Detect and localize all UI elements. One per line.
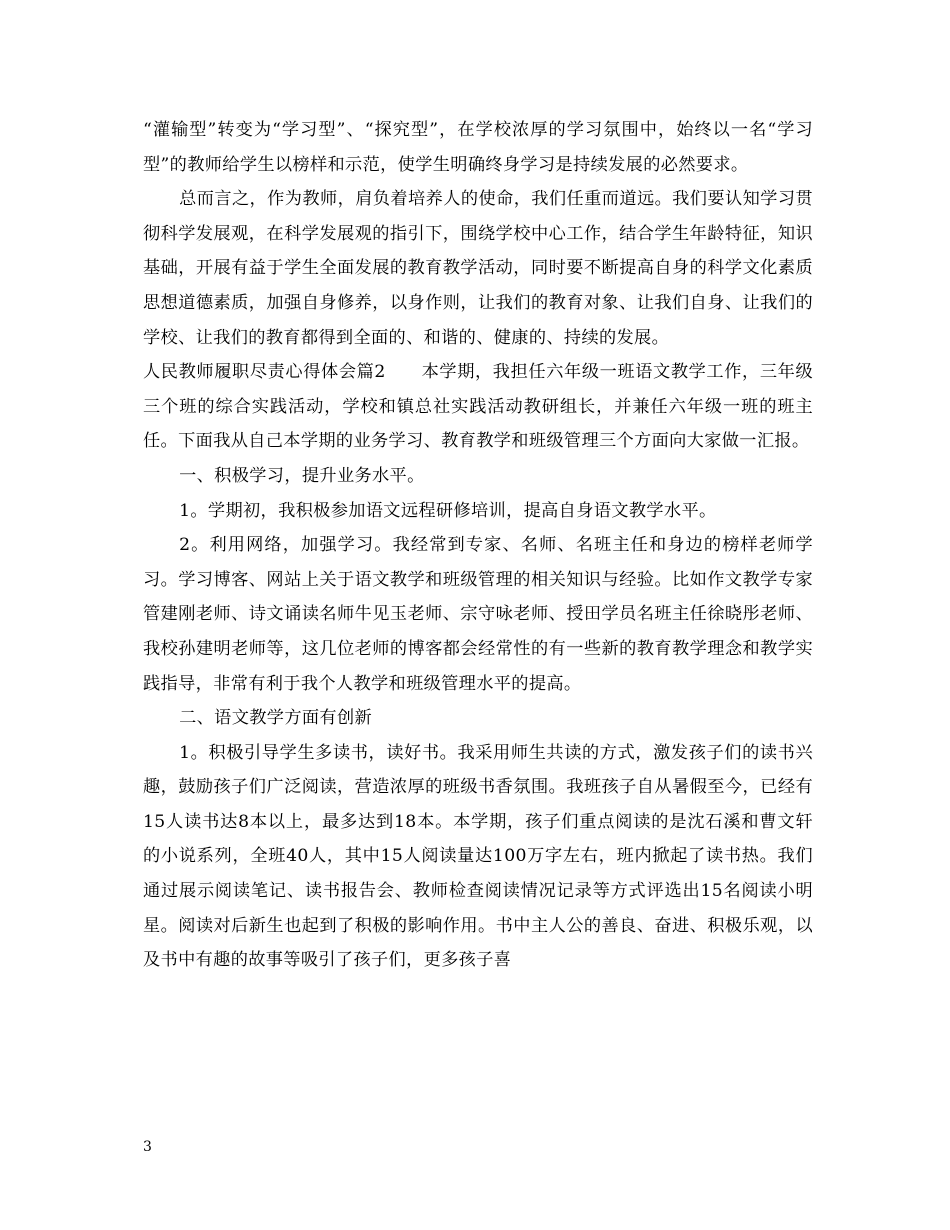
paragraph-4: 一、积极学习，提升业务水平。	[179, 465, 425, 486]
paragraph-6: 2。利用网络，加强学习。我经常到专家、名师、名班主任和身边的榜样老师学习。学习博客、网站上关于语文教学和班级管理的相关知识与经验。比如作文教学专家管建刚老师、诗文诵读名师牛见玉老师、宗守咏老师、授田学员名班主任徐晓彤老师、我校孙建明老师等，这几位老师的博客都会经常性的有一些新的教育教学理念和教学实践指导，非常有利于我个人教学和班级管理水平的提高。	[143, 535, 813, 694]
paragraph-2: 总而言之，作为教师，肩负着培养人的使命，我们任重而道远。我们要认知学习贯彻科学发展观，在科学发展观的指引下，围绕学校中心工作，结合学生年龄特征，知识基础，开展有益于学生全面发展的教育教学活动，同时要不断提高自身的科学文化素质思想道德素质，加强自身修养，以身作则，让我们的教育对象、让我们自身、让我们的学校、让我们的教育都得到全面的、和谐的、健康的、持续的发展。	[143, 189, 813, 348]
paragraph-7: 二、语文教学方面有创新	[179, 708, 373, 729]
paragraph-5: 1。学期初，我积极参加语文远程研修培训，提高自身语文教学水平。	[179, 500, 717, 521]
document-body	[143, 113, 813, 978]
page-number: 3	[143, 1139, 152, 1155]
paragraph-1: “灌输型”转变为“学习型”、“探究型”，在学校浓厚的学习氛围中，始终以一名“学习型”的教师给学生以榜样和示范，使学生明确终身学习是持续发展的必然要求。	[143, 120, 813, 175]
paragraph-8: 1。积极引导学生多读书，读好书。我采用师生共读的方式，激发孩子们的读书兴趣，鼓励孩子们广泛阅读，营造浓厚的班级书香氛围。我班孩子自从暑假至今，已经有15人读书达8本以上，最多达到18本。本学期，孩子们重点阅读的是沈石溪和曹文轩的小说系列，全班40人，其中15人阅读量达100万字左右，班内掀起了读书热。我们通过展示阅读笔记、读书报告会、教师检查阅读情况记录等方式评选出15名阅读小明星。阅读对后新生也起到了积极的影响作用。书中主人公的善良、奋进、积极乐观，以及书中有趣的故事等吸引了孩子们，更多孩子喜	[143, 742, 813, 971]
paragraph-3: 人民教师履职尽责心得体会篇2 本学期，我担任六年级一班语文教学工作，三年级三个班的综合实践活动，学校和镇总社实践活动教研组长，并兼任六年级一班的班主任。下面我从自己本学期的业务学习、教育教学和班级管理三个方面向大家做一汇报。	[143, 362, 813, 452]
